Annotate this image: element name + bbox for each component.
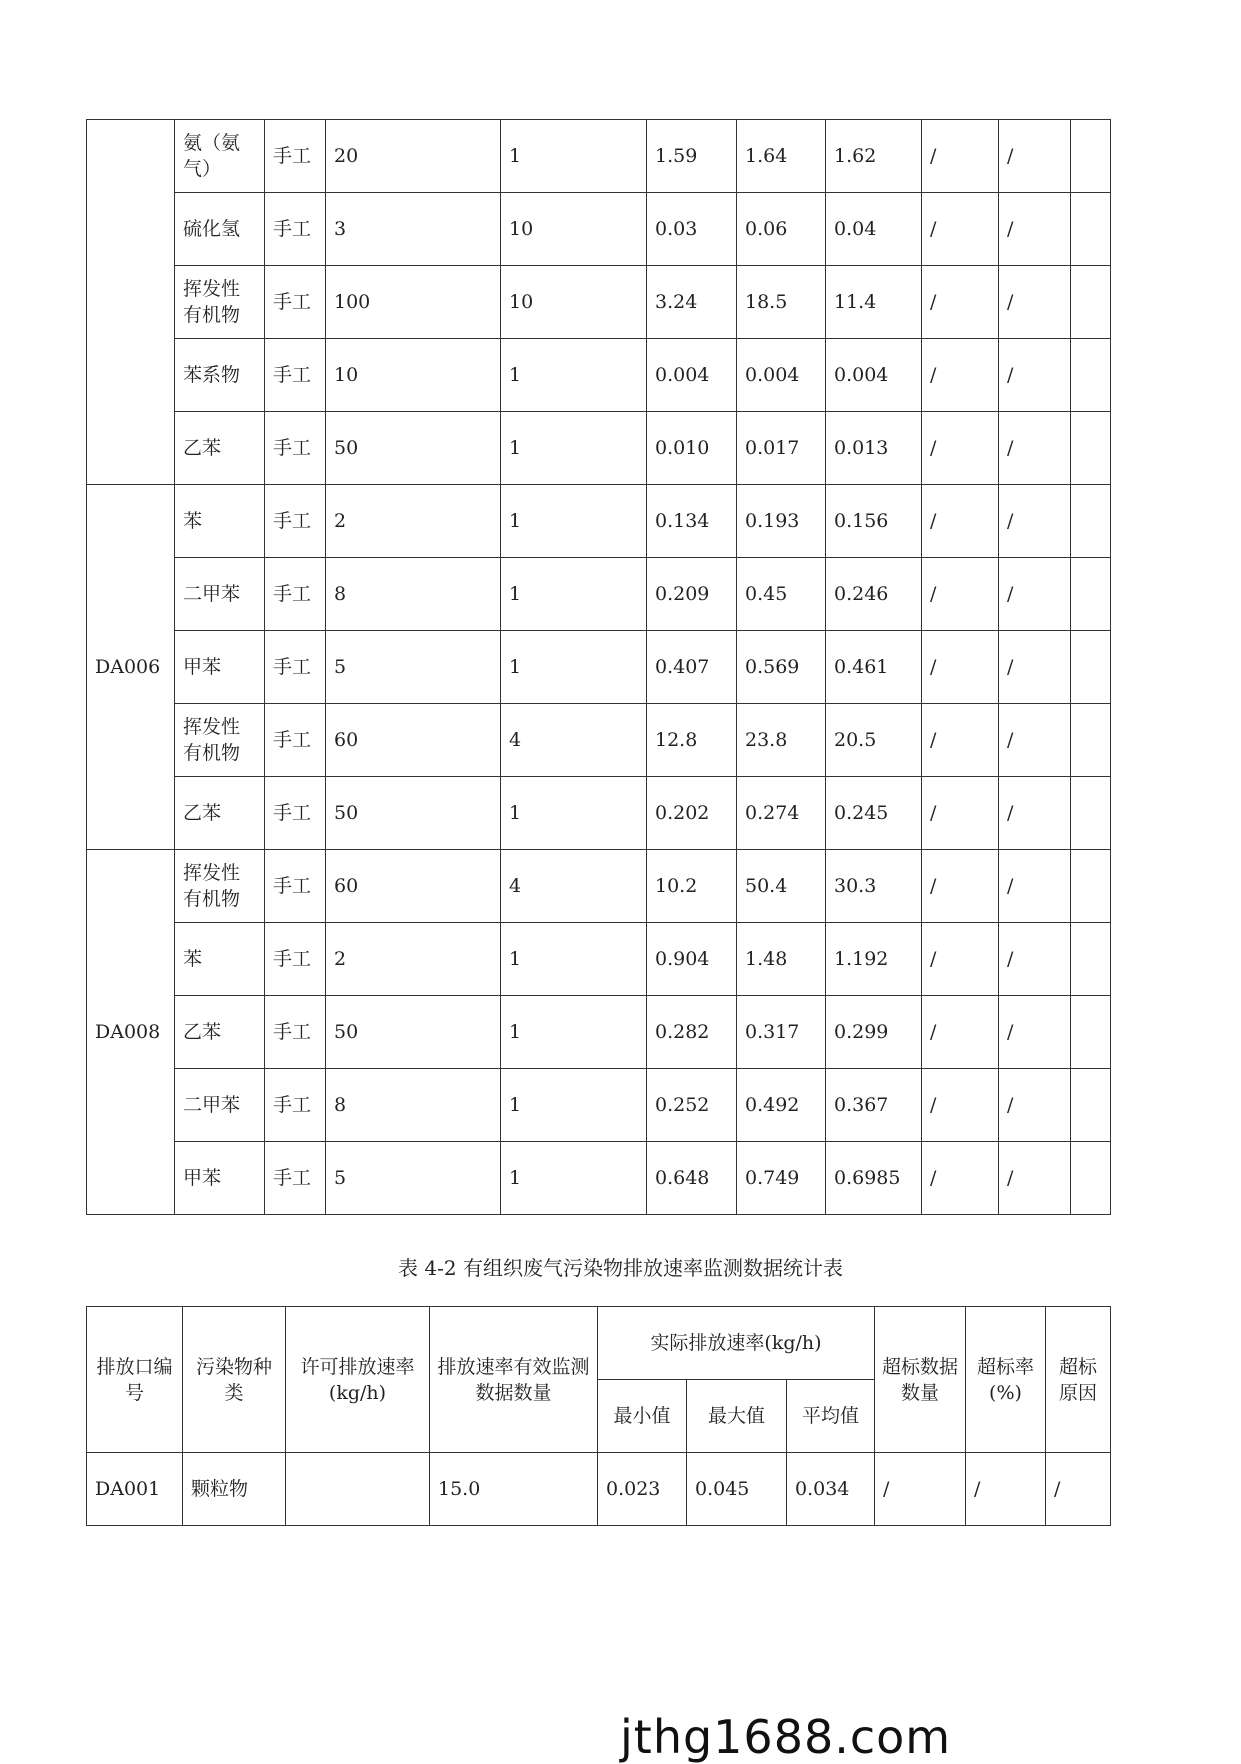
cell-method: 手工 [265,923,326,996]
cell-count: 10 [501,266,647,339]
cell-max: 0.193 [737,485,826,558]
cell-limit: 2 [326,485,501,558]
cell-c10 [1071,1069,1111,1142]
header-valid-count: 排放速率有效监测数据数量 [430,1307,598,1453]
cell-avg: 0.6985 [826,1142,922,1215]
cell-avg: 0.246 [826,558,922,631]
cell-min: 10.2 [647,850,737,923]
cell-max: 0.274 [737,777,826,850]
header-permit-rate: 许可排放速率(kg/h) [286,1307,430,1453]
cell-exceed-reason: / [1046,1453,1111,1526]
cell-c8: / [922,339,999,412]
cell-limit: 3 [326,193,501,266]
table-row [87,1142,1111,1215]
cell-c10 [1071,193,1111,266]
cell-c8: / [922,485,999,558]
cell-c8: / [922,1142,999,1215]
cell-limit: 50 [326,996,501,1069]
cell-outlet: DA008 [87,850,175,1215]
table-row [87,631,1111,704]
cell-avg: 0.156 [826,485,922,558]
cell-count: 1 [501,120,647,193]
cell-count: 1 [501,923,647,996]
cell-c9: / [999,1142,1071,1215]
cell-max: 1.64 [737,120,826,193]
header-exceed-reason: 超标原因 [1046,1307,1111,1453]
cell-max: 0.492 [737,1069,826,1142]
header-avg: 平均值 [787,1380,875,1453]
cell-avg: 20.5 [826,704,922,777]
cell-limit: 8 [326,1069,501,1142]
cell-method: 手工 [265,631,326,704]
header-max: 最大值 [687,1380,787,1453]
cell-max: 50.4 [737,850,826,923]
cell-c9: / [999,266,1071,339]
cell-max: 0.45 [737,558,826,631]
cell-pollutant: 乙苯 [175,996,265,1069]
cell-min: 0.407 [647,631,737,704]
cell-max: 0.045 [687,1453,787,1526]
table-row [87,923,1111,996]
cell-method: 手工 [265,1069,326,1142]
cell-pollutant: 二甲苯 [175,558,265,631]
cell-min: 0.134 [647,485,737,558]
cell-c9: / [999,558,1071,631]
cell-count: 1 [501,485,647,558]
cell-pollutant: 氨（氨气） [175,120,265,193]
cell-avg: 11.4 [826,266,922,339]
cell-count: 1 [501,339,647,412]
cell-limit: 60 [326,850,501,923]
cell-c10 [1071,339,1111,412]
header-exceed-count: 超标数据数量 [875,1307,966,1453]
header-actual-rate: 实际排放速率(kg/h) [598,1307,875,1380]
cell-limit: 20 [326,120,501,193]
cell-count: 10 [501,193,647,266]
cell-c8: / [922,704,999,777]
table-row [87,777,1111,850]
table-row [87,193,1111,266]
cell-min: 0.023 [598,1453,687,1526]
cell-min: 12.8 [647,704,737,777]
cell-c8: / [922,850,999,923]
cell-c10 [1071,996,1111,1069]
emission-rate-table [86,1306,1111,1526]
cell-avg: 0.034 [787,1453,875,1526]
cell-pollutant: 苯 [175,923,265,996]
cell-permit-rate [286,1453,430,1526]
cell-outlet: DA006 [87,485,175,850]
cell-limit: 8 [326,558,501,631]
cell-count: 1 [501,1069,647,1142]
cell-c10 [1071,266,1111,339]
cell-c8: / [922,193,999,266]
cell-limit: 10 [326,339,501,412]
cell-min: 0.282 [647,996,737,1069]
cell-min: 0.202 [647,777,737,850]
cell-avg: 30.3 [826,850,922,923]
cell-c10 [1071,558,1111,631]
cell-count: 1 [501,412,647,485]
cell-count: 1 [501,631,647,704]
cell-limit: 2 [326,923,501,996]
cell-max: 0.569 [737,631,826,704]
cell-limit: 100 [326,266,501,339]
header-outlet: 排放口编号 [87,1307,183,1453]
cell-avg: 0.004 [826,339,922,412]
cell-pollutant: 挥发性有机物 [175,850,265,923]
cell-c9: / [999,704,1071,777]
table-row [87,485,1111,558]
cell-c8: / [922,120,999,193]
cell-method: 手工 [265,1142,326,1215]
cell-avg: 0.04 [826,193,922,266]
cell-max: 0.06 [737,193,826,266]
cell-c9: / [999,777,1071,850]
cell-limit: 5 [326,631,501,704]
table-header-row [87,1307,1111,1380]
cell-min: 0.010 [647,412,737,485]
table-row [87,704,1111,777]
table-row [87,1453,1111,1526]
table-row [87,339,1111,412]
cell-max: 0.749 [737,1142,826,1215]
table-row [87,266,1111,339]
cell-pollutant: 甲苯 [175,1142,265,1215]
cell-c9: / [999,996,1071,1069]
table-caption: 表 4-2 有组织废气污染物排放速率监测数据统计表 [398,1256,843,1280]
cell-min: 0.252 [647,1069,737,1142]
cell-c8: / [922,631,999,704]
table-row [87,850,1111,923]
cell-method: 手工 [265,266,326,339]
header-exceed-rate: 超标率(%) [966,1307,1046,1453]
cell-c9: / [999,339,1071,412]
cell-max: 0.017 [737,412,826,485]
cell-c9: / [999,120,1071,193]
cell-c10 [1071,412,1111,485]
cell-c10 [1071,777,1111,850]
cell-avg: 0.367 [826,1069,922,1142]
cell-c10 [1071,923,1111,996]
cell-c9: / [999,485,1071,558]
cell-method: 手工 [265,485,326,558]
cell-method: 手工 [265,120,326,193]
cell-pollutant: 甲苯 [175,631,265,704]
cell-pollutant: 颗粒物 [183,1453,286,1526]
cell-c9: / [999,193,1071,266]
cell-min: 0.648 [647,1142,737,1215]
cell-max: 23.8 [737,704,826,777]
cell-min: 0.904 [647,923,737,996]
cell-method: 手工 [265,996,326,1069]
cell-c8: / [922,266,999,339]
cell-c9: / [999,850,1071,923]
cell-count: 1 [501,1142,647,1215]
cell-max: 0.317 [737,996,826,1069]
cell-pollutant: 挥发性有机物 [175,704,265,777]
cell-method: 手工 [265,704,326,777]
cell-count: 1 [501,996,647,1069]
cell-avg: 1.192 [826,923,922,996]
cell-avg: 0.299 [826,996,922,1069]
cell-method: 手工 [265,412,326,485]
table-row [87,558,1111,631]
cell-count: 4 [501,704,647,777]
cell-max: 0.004 [737,339,826,412]
table-row [87,1069,1111,1142]
cell-valid-count: 15.0 [430,1453,598,1526]
cell-c10 [1071,850,1111,923]
cell-limit: 50 [326,412,501,485]
cell-c9: / [999,1069,1071,1142]
cell-c10 [1071,704,1111,777]
cell-pollutant: 乙苯 [175,777,265,850]
cell-method: 手工 [265,339,326,412]
cell-min: 0.209 [647,558,737,631]
cell-exceed-rate: / [966,1453,1046,1526]
cell-c10 [1071,120,1111,193]
cell-c8: / [922,412,999,485]
cell-limit: 60 [326,704,501,777]
cell-method: 手工 [265,850,326,923]
cell-count: 4 [501,850,647,923]
cell-method: 手工 [265,777,326,850]
cell-c9: / [999,412,1071,485]
cell-avg: 0.461 [826,631,922,704]
cell-c9: / [999,923,1071,996]
cell-c8: / [922,923,999,996]
cell-min: 1.59 [647,120,737,193]
watermark-text: jthg1688.com [620,1710,952,1764]
cell-pollutant: 硫化氢 [175,193,265,266]
cell-count: 1 [501,558,647,631]
cell-c10 [1071,1142,1111,1215]
cell-c8: / [922,996,999,1069]
cell-avg: 1.62 [826,120,922,193]
cell-c8: / [922,1069,999,1142]
emission-concentration-table [86,119,1111,1215]
cell-min: 0.03 [647,193,737,266]
table-row [87,996,1111,1069]
cell-outlet: DA001 [87,1453,183,1526]
cell-method: 手工 [265,558,326,631]
cell-method: 手工 [265,193,326,266]
cell-min: 3.24 [647,266,737,339]
cell-limit: 50 [326,777,501,850]
cell-pollutant: 乙苯 [175,412,265,485]
header-pollutant: 污染物种类 [183,1307,286,1453]
table-row [87,412,1111,485]
cell-exceed-count: / [875,1453,966,1526]
cell-pollutant: 苯系物 [175,339,265,412]
cell-c10 [1071,485,1111,558]
cell-c9: / [999,631,1071,704]
cell-c10 [1071,631,1111,704]
cell-max: 1.48 [737,923,826,996]
cell-limit: 5 [326,1142,501,1215]
cell-c8: / [922,777,999,850]
cell-avg: 0.245 [826,777,922,850]
cell-pollutant: 挥发性有机物 [175,266,265,339]
cell-c8: / [922,558,999,631]
header-min: 最小值 [598,1380,687,1453]
cell-max: 18.5 [737,266,826,339]
cell-pollutant: 苯 [175,485,265,558]
cell-avg: 0.013 [826,412,922,485]
cell-min: 0.004 [647,339,737,412]
cell-outlet [87,120,175,485]
table-row [87,120,1111,193]
cell-count: 1 [501,777,647,850]
cell-pollutant: 二甲苯 [175,1069,265,1142]
